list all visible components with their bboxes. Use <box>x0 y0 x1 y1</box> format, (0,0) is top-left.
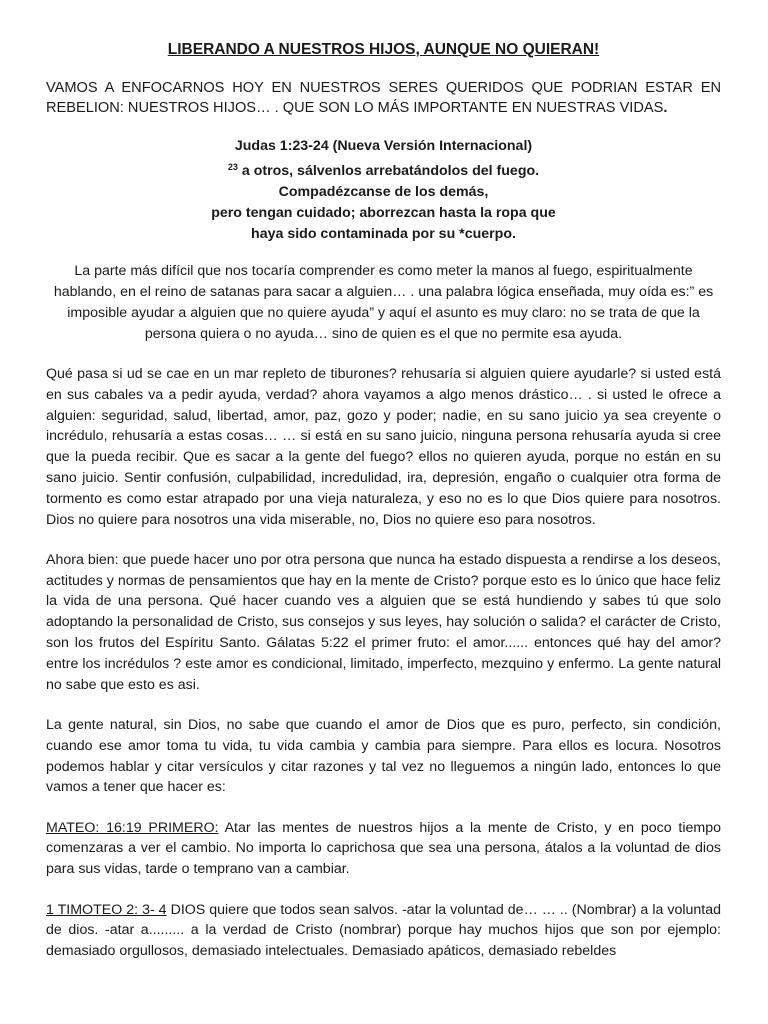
scripture-line-3: pero tengan cuidado; aborrezcan hasta la ropa que <box>211 205 556 221</box>
body-paragraph-4 <box>46 818 721 880</box>
intro-end: . <box>663 100 668 116</box>
paragraph-4-reference: MATEO: 16:19 PRIMERO: <box>46 819 219 836</box>
scripture-line-4: haya sido contaminada por su *cuerpo. <box>251 226 516 242</box>
paragraph-4-text: Atar las mentes de nuestros hijos a la mente de Cristo, y en poco tiempo comenzaras a ver el cambio. No importa lo caprichosa que sea una persona, átalos a la voluntad de dios para sus vidas, tarde o temprano van a cambiar. <box>46 819 721 878</box>
verse-number: 23 <box>227 162 238 172</box>
paragraph-5-reference: 1 TIMOTEO 2: 3- 4 <box>46 901 167 918</box>
scripture-line-1 <box>46 157 721 182</box>
intro-paragraph <box>46 78 721 118</box>
scripture-line-1-text: a otros, sálvenlos arrebatándolos del fuego. <box>237 163 540 179</box>
centered-paragraph: La parte más difícil que nos tocaría comprender es como meter la manos al fuego, espiritualmente hablando, en el reino de satanas para sacar a alguien… . una palabra lógica enseñada, muy oída es:” es imposible ayudar a alguien que no quiere ayuda” y aquí el asunto es muy claro: no se trata de que la persona quiera o no ayuda… sino de quien es el que no permite esa ayuda. <box>53 263 714 342</box>
document-title: LIBERANDO A NUESTROS HIJOS, AUNQUE NO QUIERAN! <box>167 41 600 58</box>
intro-text: VAMOS A ENFOCARNOS HOY EN NUESTROS SERES QUERIDOS QUE PODRIAN ESTAR EN REBELION: NUESTROS HIJOS… . QUE SON LO MÁS IMPORTANTE EN NUESTRAS VIDAS <box>46 80 721 116</box>
body-paragraph-2: Ahora bien: que puede hacer uno por otra persona que nunca ha estado dispuesta a rendirse a los deseos, actitudes y normas de pensamientos que hay en la mente de Cristo? porque esto es lo único que hace feliz la vida de una persona. Qué hacer cuando ves a alguien que se está hundiendo y sabes tú que solo adoptando la personalidad de Cristo, sus consejos y sus leyes, hay solución o salida? el carácter de Cristo, son los frutos del Espíritu Santo. Gálatas 5:22 el primer fruto: el amor...... entonces qué hay del amor? entre los incrédulos ? este amor es condicional, limitado, imperfecto, mezquino y enfermo. La gente natural no sabe que esto es asi. <box>46 551 721 693</box>
body-paragraph-1: Qué pasa si ud se cae en un mar repleto de tiburones? rehusaría si alguien quiere ayudarle? si usted está en sus cabales va a pedir ayuda, verdad? ahora vayamos a algo menos drástico… . si usted le ofrece a alguien: seguridad, salud, libertad, amor, paz, gozo y poder; nadie, en su sano juicio ya sea creyente o incrédulo, rehusaría a estas cosas… … si está en su sano juicio, ninguna persona rehusaría ayuda si cree que la pueda recibir. Que es sacar a la gente del fuego? ellos no quieren ayuda, porque no están en su sano juicio. Sentir confusión, culpabilidad, incredulidad, ira, depresión, engaño o cualquier otra forma de tormento es como estar atrapado por una vieja naturaleza, y eso no es lo que Dios quiere para nosotros. Dios no quiere para nosotros una vida miserable, no, Dios no quiere eso para nosotros. <box>46 366 721 528</box>
scripture-reference: Judas 1:23-24 (Nueva Versión Internacional) <box>234 138 533 154</box>
body-paragraph-5 <box>46 900 721 962</box>
body-paragraph-3: La gente natural, sin Dios, no sabe que cuando el amor de Dios que es puro, perfecto, sin condición, cuando ese amor toma tu vida, tu vida cambia y cambia para siempre. Para ellos es locura. Nosotros podemos hablar y citar versículos y citar razones y tal vez no lleguemos a ningún lado, entonces lo que vamos a tener que hacer es: <box>46 716 721 796</box>
scripture-quote <box>46 136 721 245</box>
scripture-line-2: Compadézcanse de los demás, <box>278 184 489 200</box>
paragraph-5-text: DIOS quiere que todos sean salvos. -atar la voluntad de… … .. (Nombrar) a la voluntad de dios. -atar a......... a la verdad de Cristo (nombrar) porque hay muchos hijos que son por ejemplo: demasiado orgullosos, demasiado intelectuales. Demasiado apáticos, demasiado rebeldes <box>46 901 721 960</box>
